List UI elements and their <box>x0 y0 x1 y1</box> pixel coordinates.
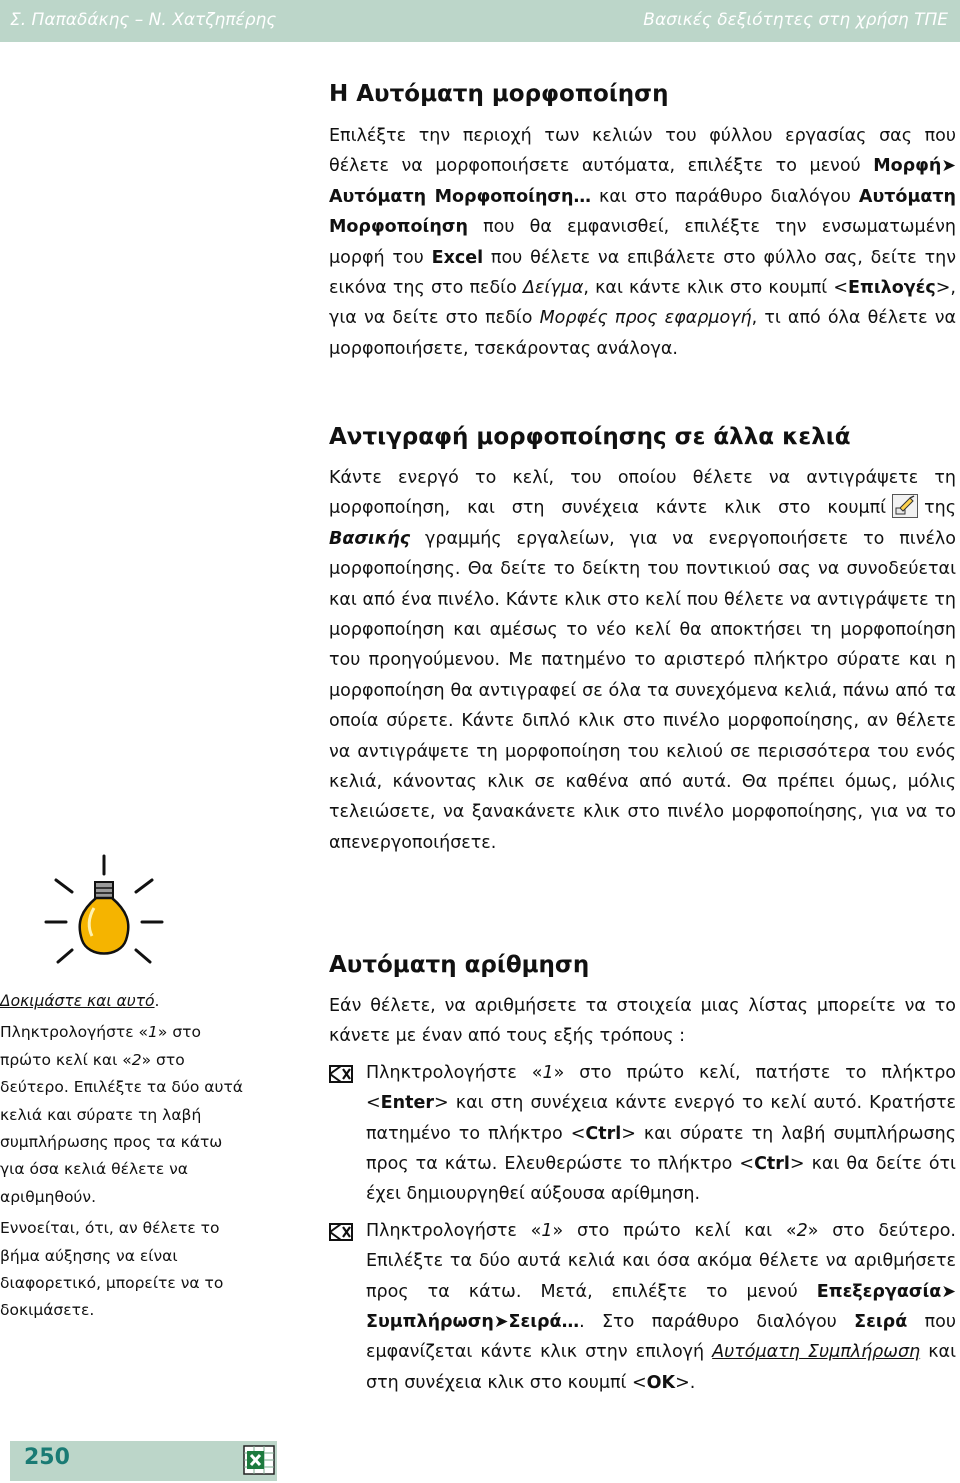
bullet-x-icon <box>329 1065 353 1083</box>
button-name: OK <box>646 1372 676 1393</box>
text: » στο δεύτερο. Επιλέξτε τα δύο αυτά κελιά και όσα ακόμα θέλετε να αριθμήσετε προς τα κάτω. Μετά, επιλέξτε το μενού <box>366 1220 956 1302</box>
button-name: Επιλογές <box>848 278 936 299</box>
tip-title: Δοκιμάστε και αυτό <box>0 992 155 1010</box>
value: 1 <box>541 1220 553 1241</box>
text: Επιλέξτε την περιοχή των κελιών του φύλλου εργασίας σας που θέλετε να μορφοποιήσετε αυτόματα, επιλέξτε το μενού <box>329 126 956 177</box>
key-name: Enter <box>380 1093 434 1114</box>
section-body-autoformat <box>329 121 956 364</box>
page-number: 250 <box>24 1445 70 1470</box>
excel-icon <box>243 1445 275 1475</box>
menu-path: Μορφή➤ Αυτόματη Μορφοποίηση… <box>329 156 956 207</box>
text: . Στο παράθυρο διαλόγου <box>579 1312 855 1333</box>
text: γραμμής εργαλείων, για να ενεργοποιήσετε το πινέλο μορφοποίησης. Θα δείτε το δείκτη του ποντικιού σας να συνοδεύεται και από ένα πινέλο. Κάντε κλικ στο κελί που θέλετε να αντιγράψετε τη μορφοποίηση και αμέσως το νέο κελί θα αποκτήσει τη μορφοποίηση του προηγούμενου. Με πατημένο το αριστερό πλήκτρο σύρατε και η μορφοποίηση θα αντιγραφεί σε όλα τα συνεχόμενα κελιά, πάνω από τα οποία σύρετε. Κάντε διπλό κλικ στο πινέλο μορφοποίησης, αν θέλετε να αντιγράψετε τη μορφοποίηση του κελιού σε περισσότερα του ενός κελιά, κάνοντας κλικ σε καθένα από αυτά. Θα πρέπει όμως, μόλις τελειώσετε, να ξανακάνετε κλικ στο πινέλο μορφοποίησης, για να το απενεργοποιήσετε. <box>329 528 956 853</box>
field-name: Μορφές προς εφαρμογή <box>539 308 752 329</box>
text: Πληκτρολογήστε « <box>0 1023 149 1042</box>
dialog-name: Σειρά <box>854 1312 908 1333</box>
text: Πληκτρολογήστε « <box>366 1220 542 1241</box>
lightbulb-icon <box>44 850 164 980</box>
text: που εμφανίζεται κάντε κλικ στην επιλογή <box>366 1312 956 1363</box>
section-title-auto-numbering: Αυτόματη αρίθμηση <box>329 952 590 978</box>
autoformat-paragraph <box>329 121 956 364</box>
page-footer <box>10 1441 277 1481</box>
text: > και σύρατε τη λαβή συμπλήρωσης προς τα κάτω. Ελευθερώστε το πλήκτρο < <box>366 1123 956 1175</box>
text: , και κάντε κλικ στο κουμπί < <box>583 278 849 299</box>
value: 2 <box>131 1050 142 1069</box>
copy-format-paragraph <box>329 463 956 858</box>
text: Κάντε ενεργό το κελί, του οποίου θέλετε να αντιγράψετε τη μορφοποίηση, και στη συνέχεια κάντε κλικ στο κουμπί <box>329 468 956 519</box>
text: » στο πρώτο κελί και « <box>0 1023 201 1069</box>
text: » στο πρώτο κελί, πατήστε το πλήκτρο < <box>366 1062 957 1114</box>
dialog-name: Αυτόματη Μορφοποίηση <box>329 186 956 238</box>
text: και στη συνέχεια κλικ στο κουμπί < <box>366 1342 956 1393</box>
option-name: Αυτόματη Συμπλήρωση <box>712 1342 921 1363</box>
list-item <box>329 1058 956 1210</box>
text: και στο παράθυρο διαλόγου <box>591 186 859 207</box>
value: 1 <box>542 1062 554 1083</box>
toolbar-name: Βασικής <box>329 528 411 549</box>
field-name: Δείγμα <box>522 278 584 299</box>
section-body-copy-format <box>329 463 956 858</box>
section-title-copy-format: Αντιγραφή μορφοποίησης σε άλλα κελιά <box>329 424 851 450</box>
text: Πληκτρολογήστε « <box>366 1062 543 1083</box>
numbering-intro: Εάν θέλετε, να αριθμήσετε τα στοιχεία μιας λίστας μπορείτε να το κάνετε με έναν από τους εξής τρόπους : <box>329 996 956 1047</box>
tip-paragraph-1 <box>0 1019 245 1211</box>
app-name: Excel <box>431 247 484 268</box>
text: > και θα δείτε ότι έχει δημιουργηθεί αύξουσα αρίθμηση. <box>366 1154 956 1205</box>
text: που θα εμφανισθεί, επιλέξτε την ενσωματωμένη μορφή του <box>329 217 956 268</box>
section-body-auto-numbering <box>329 991 956 1398</box>
page-header <box>0 0 960 42</box>
menu-path: Επεξεργασία➤ Συμπλήρωση➤Σειρά… <box>366 1281 956 1333</box>
text: >, για να δείτε στο πεδίο <box>329 278 956 329</box>
text: » στο πρώτο κελί και « <box>552 1220 797 1241</box>
sidebar-tip <box>0 988 245 1325</box>
key-name: Ctrl <box>754 1154 790 1175</box>
text: >. <box>675 1372 696 1393</box>
text: της <box>924 498 956 519</box>
tip-heading <box>0 988 245 1015</box>
text: » στο δεύτερο. Επιλέξτε τα δύο αυτά κελιά και σύρατε τη λαβή συμπλήρωσης προς τα κάτω για όσα κελιά θέλετε να αριθμηθούν. <box>0 1050 243 1206</box>
text: , τι από όλα θέλετε να μορφοποιήσετε, τσεκάροντας ανάλογα. <box>329 308 956 359</box>
header-book-title: Βασικές δεξιότητες στη χρήση ΤΠΕ <box>643 10 948 30</box>
value: 2 <box>796 1220 808 1241</box>
format-painter-icon <box>892 494 918 518</box>
header-authors: Σ. Παπαδάκης – Ν. Χατζηπέρης <box>10 10 277 30</box>
key-name: Ctrl <box>585 1123 622 1144</box>
text: που θέλετε να επιβάλετε στο φύλλο σας, δείτε την εικόνα της στο πεδίο <box>329 247 956 299</box>
section-title-autoformat: Η Αυτόματη μορφοποίηση <box>329 81 669 107</box>
text: . <box>154 992 160 1010</box>
tip-paragraph-2: Εννοείται, ότι, αν θέλετε το βήμα αύξησης να είναι διαφορετικό, μπορείτε να το δοκιμάσετε. <box>0 1219 224 1320</box>
numbering-methods-list <box>329 1058 956 1398</box>
text: > και στη συνέχεια κάντε ενεργό το κελί αυτό. Κρατήστε πατημένο το πλήκτρο < <box>366 1093 956 1144</box>
value: 1 <box>148 1023 158 1042</box>
bullet-x-icon <box>329 1223 353 1241</box>
list-item <box>329 1216 956 1398</box>
